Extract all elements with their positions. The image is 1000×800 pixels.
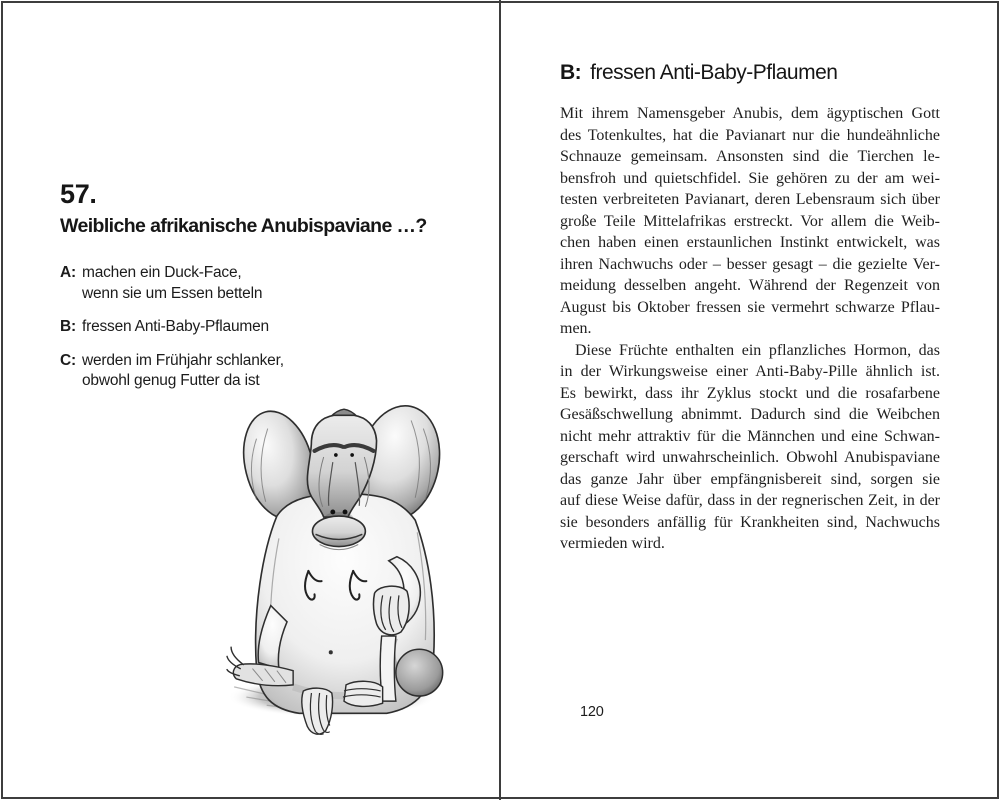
answer-line: meidung desselben angeht. Während der Regenzeit von — [560, 277, 940, 294]
answer-line: Mit ihrem Namensgeber Anubis, dem ägyptischen Gott — [560, 105, 940, 122]
answer-line: Diese Früchte enthalten ein pflanzliches Hormon, das — [575, 341, 940, 359]
answer-line: nicht mehr attraktiv für die Männchen und eine Schwan- — [560, 427, 940, 445]
option-text — [82, 317, 440, 338]
option-line: werden im Frühjahr schlanker, — [82, 351, 284, 369]
page-number: 120 — [580, 704, 604, 720]
option-line: wenn sie um Essen betteln — [82, 284, 263, 302]
option-item — [60, 263, 440, 304]
answer-line: men. — [560, 320, 592, 337]
answer-paragraph — [560, 340, 940, 555]
baboon-illustration — [226, 396, 462, 752]
option-text — [82, 263, 440, 304]
option-line: fressen Anti-Baby-Pflaumen — [82, 318, 269, 335]
answer-line: Gesäßschwellung abnimmt. Dadurch sind die Weibchen — [560, 406, 940, 423]
foot — [344, 681, 383, 706]
answer-line: August bis Oktober fressen sie vermehrt schwarze Pflau- — [560, 298, 940, 316]
option-label: A: — [60, 264, 76, 281]
answer-body — [560, 103, 940, 555]
answer-line: auf diese Weise dafür, dass in der regnerischen Zeit, in der — [560, 492, 940, 509]
answer-text: fressen Anti-Baby-Pflaumen — [590, 61, 838, 84]
answer-line: sie besonders anfällig für Krankheiten sind, Nachwuchs — [560, 513, 940, 531]
answer-line: Schnauze gemeinsam. Ansonsten sind die Tierchen le- — [560, 148, 940, 165]
answer-line: bensfroh und quietschfidel. Sie gehören zu der am wei- — [560, 169, 940, 187]
answer-heading — [560, 60, 837, 85]
option-text — [82, 351, 440, 392]
answer-line: in der Wirkungsweise einer Anti-Baby-Pille ähnlich ist. — [560, 363, 940, 380]
page-divider — [499, 0, 501, 800]
options-list — [60, 263, 440, 405]
answer-line: das ganze Jahr über empfängnisbereit sind, sorgen sie — [560, 470, 940, 488]
answer-paragraph — [560, 103, 940, 340]
option-item — [60, 317, 440, 338]
hanging-hand — [302, 688, 333, 734]
option-line: obwohl genug Futter da ist — [82, 372, 260, 389]
answer-line: gerschaft wird unwahrscheinlich. Obwohl Anubispaviane — [560, 449, 940, 466]
option-label: C: — [60, 351, 76, 369]
knee — [396, 649, 443, 696]
answer-line: Es bewirkt, dass ihr Zyklus stockt und die rosafarbene — [560, 384, 940, 402]
option-line: machen ein Duck-Face, — [82, 264, 242, 281]
answer-line: vermieden wird. — [560, 535, 665, 552]
option-item — [60, 351, 440, 392]
answer-line: testen verbreiteten Pavianart, deren Lebensraum sich über — [560, 191, 940, 208]
question-number: 57. — [60, 179, 97, 209]
question-title: Weibliche afrikanische Anubispaviane …? — [60, 215, 427, 237]
navel — [329, 650, 333, 654]
answer-line: des Totenkultes, hat die Pavianart nur die hundeähnliche — [560, 126, 940, 144]
answer-line: chen haben einen erstaunlichen Instinkt entwickelt, was — [560, 234, 940, 251]
answer-line: große Teile Mittelafrikas erstreckt. Vor allem die Weib- — [560, 212, 940, 230]
answer-line: ihren Nachwuchs oder – besser gesagt – die gezielte Ver- — [560, 255, 940, 273]
option-label: B: — [60, 318, 76, 335]
answer-label: B: — [560, 61, 582, 84]
